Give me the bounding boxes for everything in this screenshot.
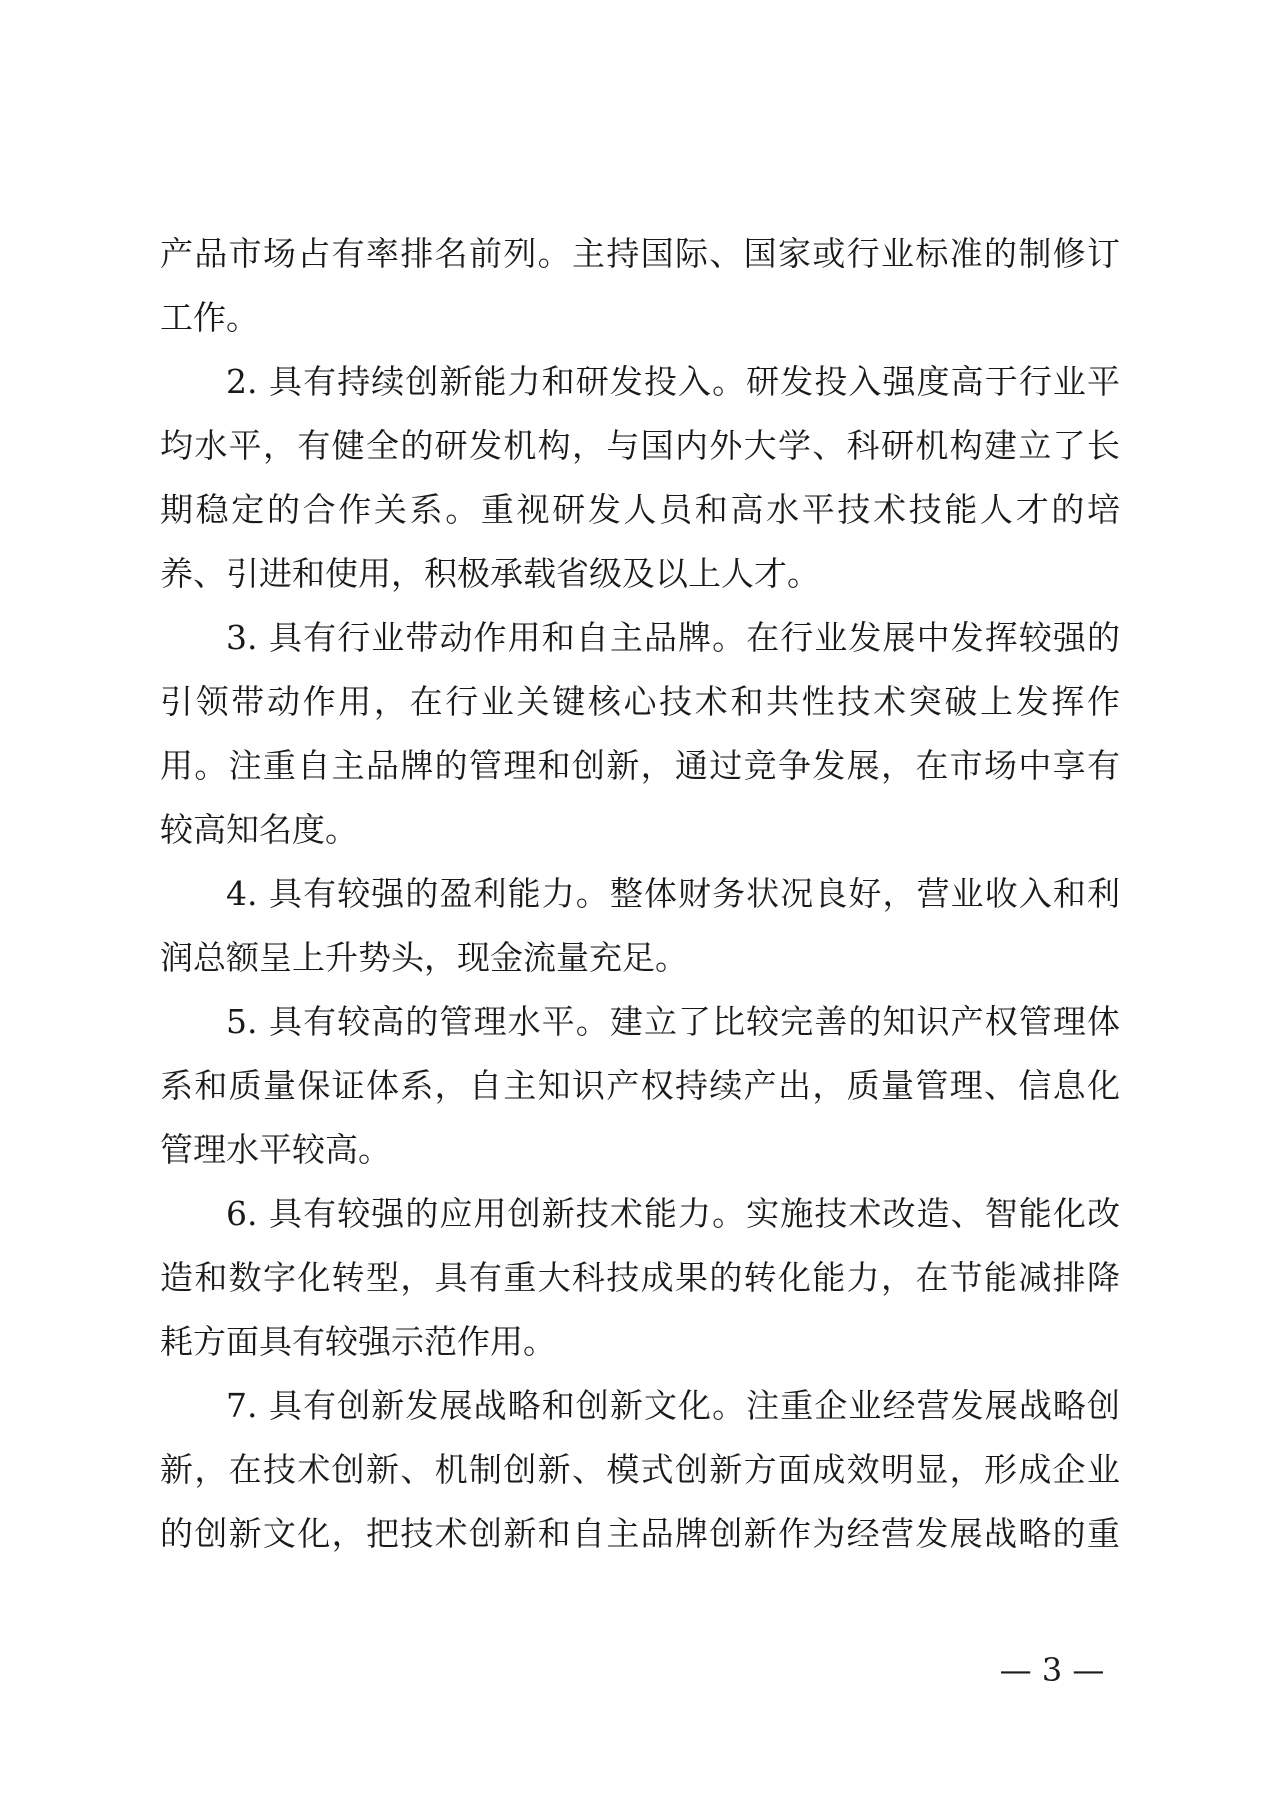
text-line: 2. 具有持续创新能力和研发投入。研发投入强度高于行业平 — [226, 362, 1120, 401]
text-line: 润总额呈上升势头，现金流量充足。 — [160, 938, 688, 977]
page-number: — 3 — — [999, 1651, 1105, 1689]
text-line: 3. 具有行业带动作用和自主品牌。在行业发展中发挥较强的 — [226, 618, 1120, 657]
text-line: 管理水平较高。 — [160, 1130, 391, 1169]
document-body — [160, 222, 1120, 1566]
text-line: 引领带动作用，在行业关键核心技术和共性技术突破上发挥作 — [160, 682, 1120, 721]
text-line: 均水平，有健全的研发机构，与国内外大学、科研机构建立了长 — [160, 426, 1120, 465]
text-line: 的创新文化，把技术创新和自主品牌创新作为经营发展战略的重 — [160, 1514, 1120, 1553]
text-line: 较高知名度。 — [160, 810, 358, 849]
text-line: 系和质量保证体系，自主知识产权持续产出，质量管理、信息化 — [160, 1066, 1120, 1105]
text-line: 4. 具有较强的盈利能力。整体财务状况良好，营业收入和利 — [226, 874, 1120, 913]
text-line: 产品市场占有率排名前列。主持国际、国家或行业标准的制修订 — [160, 234, 1120, 273]
text-line: 耗方面具有较强示范作用。 — [160, 1322, 556, 1361]
text-line: 用。注重自主品牌的管理和创新，通过竞争发展，在市场中享有 — [160, 746, 1120, 785]
text-line: 期稳定的合作关系。重视研发人员和高水平技术技能人才的培 — [160, 490, 1120, 529]
text-line: 新，在技术创新、机制创新、模式创新方面成效明显，形成企业 — [160, 1450, 1120, 1489]
text-line: 7. 具有创新发展战略和创新文化。注重企业经营发展战略创 — [226, 1386, 1120, 1425]
text-line: 6. 具有较强的应用创新技术能力。实施技术改造、智能化改 — [226, 1194, 1120, 1233]
text-line: 5. 具有较高的管理水平。建立了比较完善的知识产权管理体 — [226, 1002, 1120, 1041]
text-line: 工作。 — [160, 298, 259, 337]
text-line: 养、引进和使用，积极承载省级及以上人才。 — [160, 554, 820, 593]
text-line: 造和数字化转型，具有重大科技成果的转化能力，在节能减排降 — [160, 1258, 1120, 1297]
